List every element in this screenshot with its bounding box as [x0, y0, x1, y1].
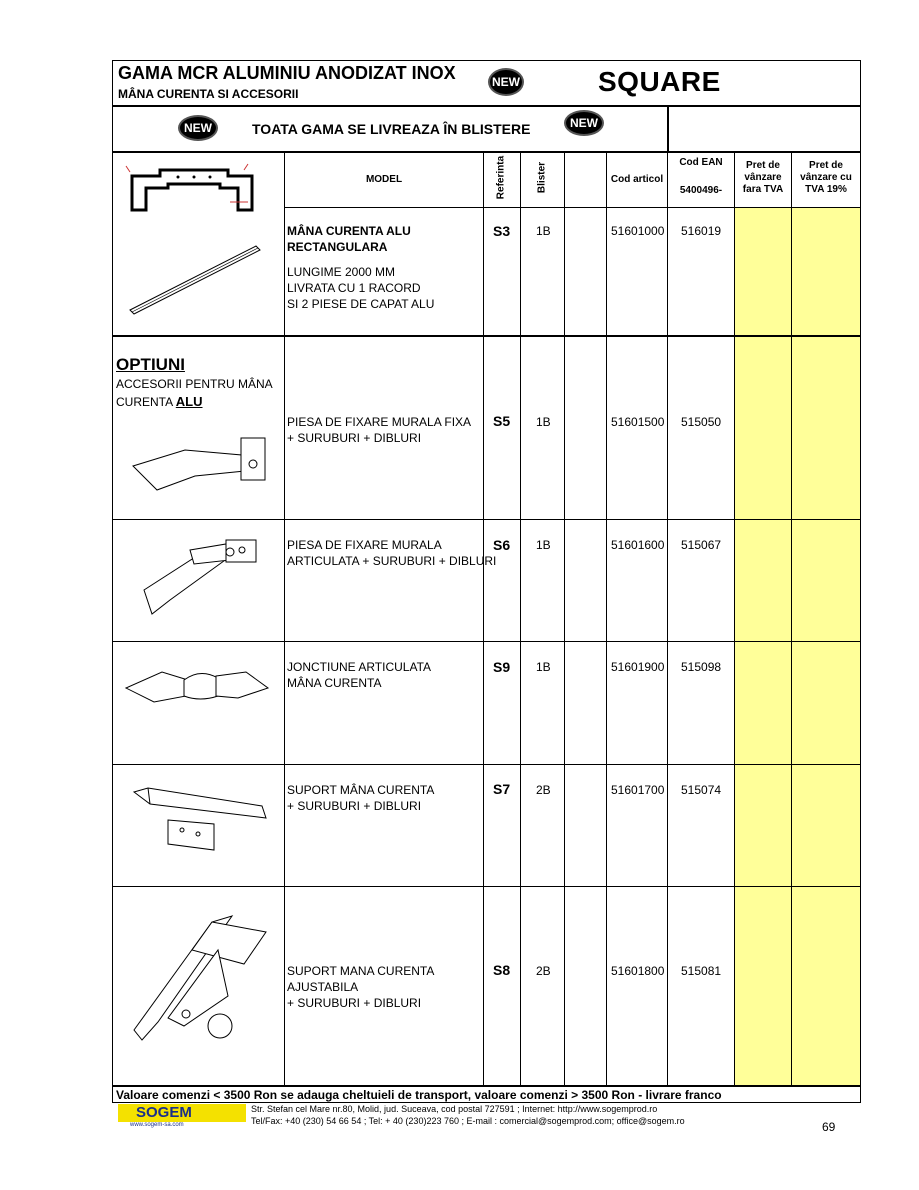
col-pret-fara-tva: Pret de vânzare fara TVA — [742, 160, 784, 195]
wall-bracket-fixed-drawing — [125, 430, 275, 500]
new-badge-left: NEW — [178, 115, 218, 141]
ean-s8: 515081 — [681, 964, 722, 978]
handrail-profile-drawing — [120, 158, 270, 218]
catalog-subtitle: MÂNA CURENTA SI ACCESORII — [118, 87, 299, 101]
options-description: ACCESORII PENTRU MÂNA CURENTA ALU — [116, 377, 273, 409]
col-cod-articol: Cod articol — [610, 174, 664, 185]
series-name: SQUARE — [598, 66, 721, 97]
page-number: 69 — [822, 1120, 836, 1134]
col-ean-prefix: 5400496- — [679, 185, 723, 196]
col-referinta: Referinta — [495, 155, 507, 200]
blister-s9: 1B — [536, 660, 551, 674]
cod-s5: 51601500 — [611, 415, 665, 429]
col-cod-ean: Cod EAN — [679, 157, 723, 168]
wall-bracket-articulated-drawing — [130, 530, 270, 620]
handrail-bar-drawing — [120, 238, 270, 318]
col-model: MODEL — [365, 174, 403, 185]
new-badge: NEW — [488, 68, 524, 96]
model-s9: JONCTIUNE ARTICULATA MÂNA CURENTA — [287, 660, 432, 690]
price-column-cu-tva — [792, 208, 860, 1086]
cod-s9: 51601900 — [611, 660, 665, 674]
ean-s3: 516019 — [681, 224, 722, 238]
cod-s8: 51601800 — [611, 964, 665, 978]
ean-s9: 515098 — [681, 660, 722, 674]
ean-s5: 515050 — [681, 415, 722, 429]
transport-note: Valoare comenzi < 3500 Ron se adauga cheltuieli de transport, valoare comenzi > 3500 Ron - livrare franco — [116, 1088, 722, 1102]
sogem-logo-text: SOGEM — [136, 1104, 192, 1121]
blister-s5: 1B — [536, 415, 551, 429]
sogem-logo-site: www.sogem-sa.com — [130, 1122, 184, 1128]
ref-s8: S8 — [493, 962, 511, 978]
price-column-fara-tva — [735, 208, 791, 1086]
ref-s5: S5 — [493, 413, 511, 429]
ref-s9: S9 — [493, 659, 511, 675]
ean-s6: 515067 — [681, 538, 722, 552]
model-s5: PIESA DE FIXARE MURALA FIXA + SURUBURI + DIBLURI — [287, 415, 472, 445]
col-blister: Blister — [536, 161, 548, 194]
model-s8: SUPORT MANA CURENTA AJUSTABILA + SURUBURI + DIBLURI — [287, 964, 435, 1010]
ref-s6: S6 — [493, 537, 511, 553]
adjustable-support-drawing — [128, 910, 273, 1060]
ean-s7: 515074 — [681, 783, 722, 797]
handrail-support-drawing — [128, 780, 273, 860]
cod-s3: 51601000 — [611, 224, 665, 238]
ref-s7: S7 — [493, 781, 511, 797]
model-s3: MÂNA CURENTA ALU RECTANGULARA LUNGIME 2000 MM LIVRATA CU 1 RACORD SI 2 PIESE DE CAPAT ALU — [287, 224, 435, 311]
blister-s8: 2B — [536, 964, 551, 978]
new-badge-right: NEW — [564, 110, 604, 136]
cod-s6: 51601600 — [611, 538, 665, 552]
catalog-title: GAMA MCR ALUMINIU ANODIZAT INOX — [118, 63, 456, 83]
options-title: OPTIUNI — [116, 355, 185, 374]
blister-s6: 1B — [536, 538, 551, 552]
articulated-joint-drawing — [122, 662, 272, 712]
model-s6: PIESA DE FIXARE MURALA ARTICULATA + SURUBURI + DIBLURI — [287, 538, 497, 568]
ref-s3: S3 — [493, 223, 511, 239]
blister-s7: 2B — [536, 783, 551, 797]
blister-s3: 1B — [536, 224, 551, 238]
col-pret-cu-tva: Pret de vânzare cu TVA 19% — [800, 160, 852, 195]
sogem-logo — [118, 1104, 246, 1128]
blister-note: TOATA GAMA SE LIVREAZA ÎN BLISTERE — [252, 121, 531, 137]
cod-s7: 51601700 — [611, 783, 665, 797]
company-address: Str. Stefan cel Mare nr.80, Molid, jud. Suceava, cod postal 727591 ; Internet: http://www.sogemprod.ro Tel/Fax: +40 (230) 54 66 54 ; Tel: + 40 (230)223 760 ; E-mail : comercial@sogemprod.com; office@sogem.ro — [251, 1104, 685, 1126]
model-s7: SUPORT MÂNA CURENTA + SURUBURI + DIBLURI — [287, 783, 435, 813]
